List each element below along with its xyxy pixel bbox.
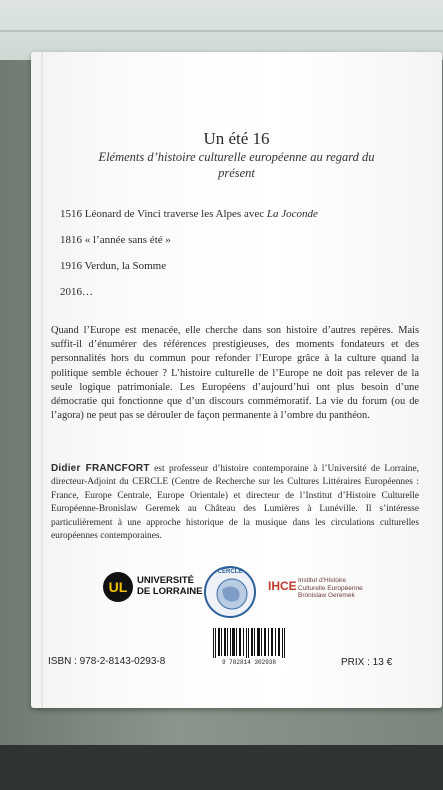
timeline-item: 1916 Verdun, la Somme (60, 260, 167, 272)
table-edge (0, 745, 443, 790)
blurb-paragraph: Quand l’Europe est menacée, elle cherche dans son histoire d’autres repères. Mais suffit-il d’énumérer des références prestigieuses, des moments fondateurs et des personnalités hors du commun pour refonder l’Europe grâce à la culture quand la politique semble échouer ? L’histoire culturelle de l’Europe ne doit pas relever de la seule logique patrimoniale. Les Européens d’aujourd’hui ont plus besoin d’une démocratie qui fonctionne que d’un discours commémoratif. La vie du forum (ou de l’agora) ne peut pas se dérouler de façon permanente à l’ombre du panthéon. (51, 325, 419, 422)
book-subtitle: Eléments d’histoire culturelle européenne au regard du présent (98, 150, 375, 180)
ihce-logo-text: Institut d’Histoire Culturelle Européenne Bronislaw Geremek (298, 577, 363, 599)
cercle-logo (202, 564, 258, 620)
isbn: ISBN : 978-2-8143-0293-8 (48, 656, 166, 667)
ul-mark-icon: UL (103, 572, 133, 602)
timeline-item: 2016… (60, 286, 93, 298)
price: PRIX : 13 € (341, 657, 393, 668)
ul-logo-text: UNIVERSITÉ DE LORRAINE (137, 575, 203, 597)
book-back-cover (31, 52, 442, 708)
author-name: Didier FRANCFORT (51, 463, 150, 474)
barcode-number: 9 782814 302938 (221, 659, 276, 666)
author-bio: Didier FRANCFORT est professeur d’histoire contemporaine à l’Université de Lorraine, directeur-Adjoint du CERCLE (Centre de Recherche sur les Cultures Littéraires Européennes : France, Europe Centrale, Europe Orientale) et directeur de l’Institut d’Histoire Culturelle Européenne-Bronislaw Geremek au Château des Lumières à Lunéville. Il s’intéresse particulièrement à une approche historique de la musique dans les circulations culturelles européennes contemporaines. (51, 463, 419, 542)
wall-rail (0, 30, 443, 32)
timeline-item: 1816 « l’année sans été » (60, 234, 171, 246)
cercle-logo-text: CERCLE (217, 569, 243, 575)
ihce-mark-icon: IHCE (268, 579, 297, 593)
timeline-item: 1516 Léonard de Vinci traverse les Alpes avec La Joconde (60, 208, 318, 220)
spine-fold (41, 52, 43, 708)
barcode-bars-icon (213, 628, 285, 658)
book-title: Un été 16 (203, 129, 270, 148)
ihce-logo (268, 577, 373, 605)
barcode (209, 628, 289, 670)
